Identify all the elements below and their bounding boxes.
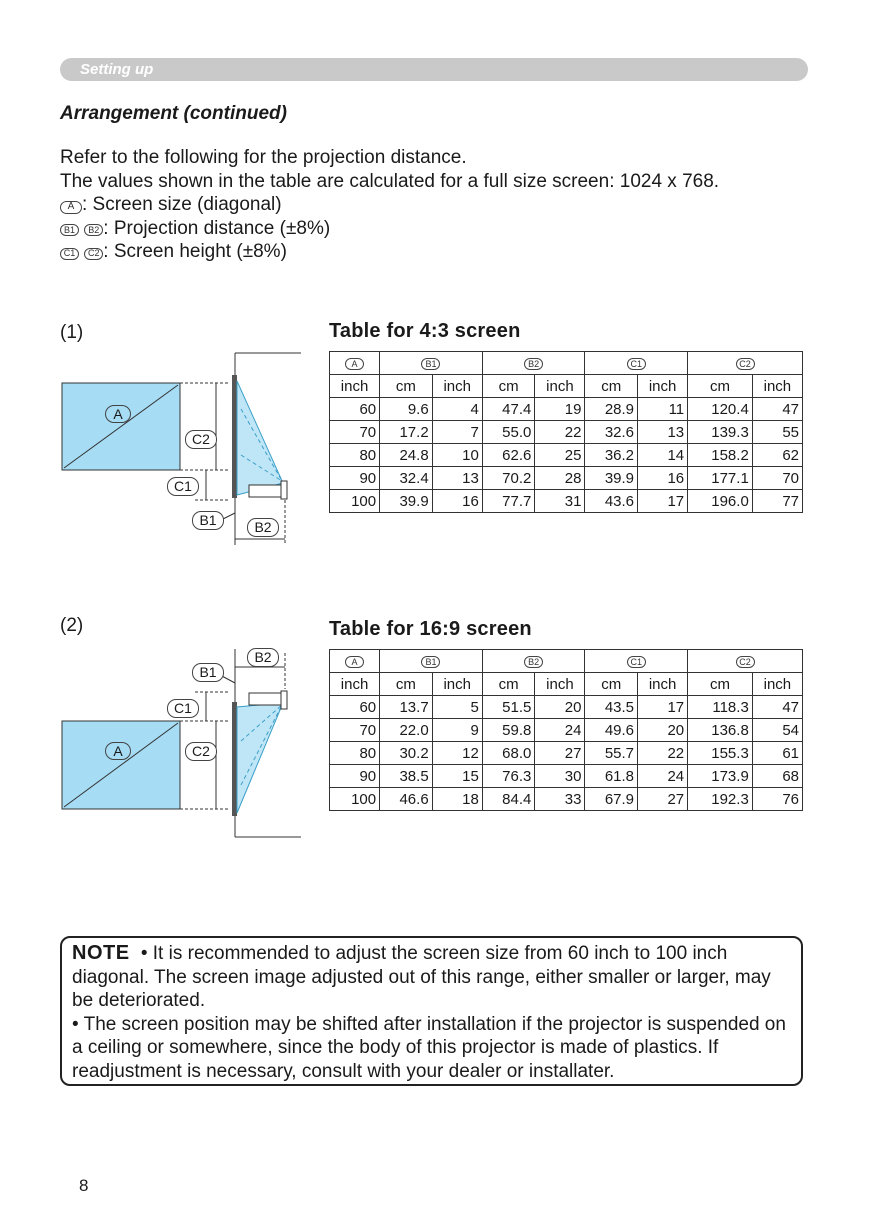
table-cell: 10 xyxy=(432,444,482,467)
table-cell: 27 xyxy=(535,742,585,765)
table-cell: 55.0 xyxy=(482,421,535,444)
table-cell: 47.4 xyxy=(482,398,535,421)
table-cell: 54 xyxy=(752,719,802,742)
table-1-title: Table for 4:3 screen xyxy=(329,320,521,342)
legend-b-text: : Projection distance (±8%) xyxy=(103,217,331,239)
unit-header-cell: cm xyxy=(380,375,433,398)
circled-b2-mark: B2 xyxy=(84,224,103,236)
table-cell: 70.2 xyxy=(482,467,535,490)
fig2-label-a: A xyxy=(105,742,131,760)
table-cell: 47 xyxy=(752,696,802,719)
fig2-label-b1: B1 xyxy=(192,663,224,682)
table-cell: 120.4 xyxy=(688,398,753,421)
legend-b xyxy=(60,217,719,241)
table-row xyxy=(330,719,803,742)
table-cell: 15 xyxy=(432,765,482,788)
intro-line-2: The values shown in the table are calculated for a full size screen: 1024 x 768. xyxy=(60,170,720,192)
table-cell: 17 xyxy=(638,696,688,719)
legend-c-text: : Screen height (±8%) xyxy=(103,241,287,262)
fig1-label-b1: B1 xyxy=(192,511,224,530)
table-cell: 38.5 xyxy=(380,765,433,788)
table-cell: 28.9 xyxy=(585,398,638,421)
group-header-cell xyxy=(330,352,380,375)
unit-header-cell: inch xyxy=(330,375,380,398)
table-4-3-screen xyxy=(329,351,803,513)
table-cell: 196.0 xyxy=(688,490,753,513)
unit-header-cell: cm xyxy=(482,375,535,398)
table-cell: 19 xyxy=(535,398,585,421)
unit-header-cell: inch xyxy=(752,375,802,398)
table-cell: 22.0 xyxy=(380,719,433,742)
table-row xyxy=(330,742,803,765)
table-cell: 17.2 xyxy=(380,421,433,444)
table-cell: 33 xyxy=(535,788,585,811)
unit-header-cell: inch xyxy=(752,673,802,696)
table-cell: 158.2 xyxy=(688,444,753,467)
page-number: 8 xyxy=(79,1176,89,1195)
group-header-mark: C2 xyxy=(736,358,755,370)
table-cell: 12 xyxy=(432,742,482,765)
table-cell: 80 xyxy=(330,444,380,467)
legend-a xyxy=(60,193,719,217)
table-cell: 155.3 xyxy=(688,742,753,765)
unit-header-cell: inch xyxy=(638,673,688,696)
unit-header-cell: cm xyxy=(585,673,638,696)
table-cell: 76.3 xyxy=(482,765,535,788)
circled-c1-mark: C1 xyxy=(60,248,79,260)
table-cell: 24 xyxy=(638,765,688,788)
unit-header-cell: cm xyxy=(688,375,753,398)
group-header-mark: B1 xyxy=(421,656,440,668)
table-row xyxy=(330,490,803,513)
table-cell: 16 xyxy=(638,467,688,490)
table-cell: 25 xyxy=(535,444,585,467)
table-row xyxy=(330,444,803,467)
table-cell: 36.2 xyxy=(585,444,638,467)
table-cell: 18 xyxy=(432,788,482,811)
table-cell: 70 xyxy=(330,719,380,742)
table-row xyxy=(330,421,803,444)
table-cell: 32.6 xyxy=(585,421,638,444)
unit-header-cell: inch xyxy=(535,673,585,696)
table-cell: 13 xyxy=(638,421,688,444)
table-cell: 70 xyxy=(752,467,802,490)
legend-a-text: : Screen size (diagonal) xyxy=(82,194,282,215)
table-cell: 4 xyxy=(432,398,482,421)
table-cell: 70 xyxy=(330,421,380,444)
table-cell: 32.4 xyxy=(380,467,433,490)
group-header-cell xyxy=(585,352,688,375)
table-cell: 31 xyxy=(535,490,585,513)
group-header-cell xyxy=(482,650,585,673)
table-cell: 62 xyxy=(752,444,802,467)
table-cell: 77.7 xyxy=(482,490,535,513)
table-cell: 118.3 xyxy=(688,696,753,719)
table-cell: 46.6 xyxy=(380,788,433,811)
table-cell: 55 xyxy=(752,421,802,444)
fig1-label-a: A xyxy=(105,405,131,423)
table-cell: 5 xyxy=(432,696,482,719)
table-row xyxy=(330,467,803,490)
unit-header-cell: cm xyxy=(585,375,638,398)
section-header-bar xyxy=(60,58,808,81)
table-cell: 60 xyxy=(330,696,380,719)
table-cell: 61 xyxy=(752,742,802,765)
note-box xyxy=(60,936,803,1086)
intro-line-1: Refer to the following for the projection distance. xyxy=(60,147,467,168)
group-header-cell xyxy=(688,650,803,673)
table-unit-header-row xyxy=(330,673,803,696)
unit-header-cell: cm xyxy=(482,673,535,696)
legend-c xyxy=(60,240,719,264)
table-cell: 100 xyxy=(330,490,380,513)
group-header-cell xyxy=(380,650,483,673)
table-cell: 22 xyxy=(638,742,688,765)
note-tag: NOTE xyxy=(72,942,130,964)
unit-header-cell: inch xyxy=(330,673,380,696)
table-cell: 22 xyxy=(535,421,585,444)
table-cell: 76 xyxy=(752,788,802,811)
table-2-title: Table for 16:9 screen xyxy=(329,618,532,640)
group-header-cell xyxy=(380,352,483,375)
table-cell: 39.9 xyxy=(585,467,638,490)
table-cell: 27 xyxy=(638,788,688,811)
table-cell: 173.9 xyxy=(688,765,753,788)
table-row xyxy=(330,765,803,788)
ceiling-mount-diagram xyxy=(55,645,310,845)
group-header-mark: B2 xyxy=(524,656,543,668)
group-header-mark: A xyxy=(345,656,364,668)
table-group-header-row xyxy=(330,352,803,375)
group-header-mark: C2 xyxy=(736,656,755,668)
table-cell: 136.8 xyxy=(688,719,753,742)
table-cell: 43.5 xyxy=(585,696,638,719)
table-cell: 61.8 xyxy=(585,765,638,788)
table-cell: 43.6 xyxy=(585,490,638,513)
table-cell: 13.7 xyxy=(380,696,433,719)
group-header-mark: C1 xyxy=(627,358,646,370)
table-cell: 177.1 xyxy=(688,467,753,490)
table-cell: 11 xyxy=(638,398,688,421)
table-row xyxy=(330,398,803,421)
table-row xyxy=(330,788,803,811)
table-cell: 62.6 xyxy=(482,444,535,467)
group-header-cell xyxy=(482,352,585,375)
circled-a-mark: A xyxy=(60,201,82,214)
table-cell: 55.7 xyxy=(585,742,638,765)
table-cell: 59.8 xyxy=(482,719,535,742)
table-16-9-screen xyxy=(329,649,803,811)
group-header-cell xyxy=(585,650,688,673)
circled-c2-mark: C2 xyxy=(84,248,103,260)
table-cell: 49.6 xyxy=(585,719,638,742)
table-cell: 24 xyxy=(535,719,585,742)
unit-header-cell: inch xyxy=(535,375,585,398)
unit-header-cell: inch xyxy=(638,375,688,398)
table-cell: 68 xyxy=(752,765,802,788)
table-cell: 67.9 xyxy=(585,788,638,811)
table-cell: 39.9 xyxy=(380,490,433,513)
table-cell: 47 xyxy=(752,398,802,421)
table-cell: 20 xyxy=(638,719,688,742)
intro-text xyxy=(60,146,719,264)
group-header-mark: A xyxy=(345,358,364,370)
table-cell: 30 xyxy=(535,765,585,788)
group-header-cell xyxy=(688,352,803,375)
group-header-mark: B2 xyxy=(524,358,543,370)
table-unit-header-row xyxy=(330,375,803,398)
unit-header-cell: cm xyxy=(688,673,753,696)
group-header-mark: C1 xyxy=(627,656,646,668)
table-cell: 84.4 xyxy=(482,788,535,811)
unit-header-cell: inch xyxy=(432,673,482,696)
table-cell: 20 xyxy=(535,696,585,719)
table-cell: 17 xyxy=(638,490,688,513)
page-heading: Arrangement (continued) xyxy=(60,103,287,124)
table-cell: 14 xyxy=(638,444,688,467)
table-cell: 51.5 xyxy=(482,696,535,719)
table-cell: 9.6 xyxy=(380,398,433,421)
fig2-label-b2: B2 xyxy=(247,648,279,667)
note-paragraph-2: • The screen position may be shifted after installation if the projector is suspended on a ceiling or somewhere, since the body of this projector is made of plastics. If readjustment is necessary, consult with your dealer or installater. xyxy=(72,1013,786,1082)
table-cell: 80 xyxy=(330,742,380,765)
table-cell: 28 xyxy=(535,467,585,490)
table-cell: 13 xyxy=(432,467,482,490)
table-cell: 16 xyxy=(432,490,482,513)
table-cell: 24.8 xyxy=(380,444,433,467)
table-cell: 90 xyxy=(330,765,380,788)
fig1-label-c1: C1 xyxy=(167,477,199,496)
table-cell: 7 xyxy=(432,421,482,444)
unit-header-cell: inch xyxy=(432,375,482,398)
unit-header-cell: cm xyxy=(380,673,433,696)
fig2-label-c1: C1 xyxy=(167,699,199,718)
section-title: Setting up xyxy=(80,61,154,78)
table-cell: 192.3 xyxy=(688,788,753,811)
fig1-label-b2: B2 xyxy=(247,518,279,537)
fig1-label-c2: C2 xyxy=(185,430,217,449)
table-cell: 77 xyxy=(752,490,802,513)
table-cell: 100 xyxy=(330,788,380,811)
table-cell: 60 xyxy=(330,398,380,421)
circled-b1-mark: B1 xyxy=(60,224,79,236)
figure-1-label: (1) xyxy=(60,322,84,343)
figure-2-label: (2) xyxy=(60,615,84,636)
table-cell: 139.3 xyxy=(688,421,753,444)
fig2-label-c2: C2 xyxy=(185,742,217,761)
table-cell: 30.2 xyxy=(380,742,433,765)
table-cell: 68.0 xyxy=(482,742,535,765)
group-header-cell xyxy=(330,650,380,673)
table-cell: 9 xyxy=(432,719,482,742)
table-row xyxy=(330,696,803,719)
group-header-mark: B1 xyxy=(421,358,440,370)
note-paragraph-1: • It is recommended to adjust the screen size from 60 inch to 100 inch diagonal. The screen image adjusted out of this range, either smaller or larger, may be deteriorated. xyxy=(72,943,771,1011)
table-cell: 90 xyxy=(330,467,380,490)
table-group-header-row xyxy=(330,650,803,673)
